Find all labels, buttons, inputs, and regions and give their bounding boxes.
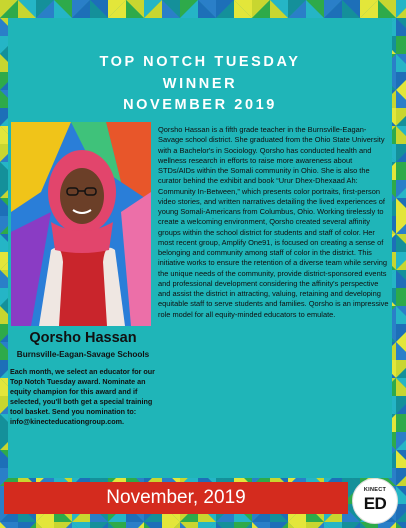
logo-main-text: ED: [363, 494, 387, 513]
footer-date: November, 2019: [106, 487, 246, 508]
title-line-1: TOP NOTCH TUESDAY: [99, 54, 301, 70]
honoree-school: Burnsville-Eagan-Savage Schools: [16, 350, 150, 359]
kinect-ed-logo: [352, 478, 398, 524]
honoree-name: Qorsho Hassan: [29, 330, 137, 346]
honoree-photo: [11, 122, 151, 326]
footer-date-bar: [4, 482, 348, 514]
content-panel: [8, 18, 392, 478]
honoree-bio: Qorsho Hassan is a fifth grade teacher in the Burnsville-Eagan-Savage school district. She graduated from the Ohio State University with a Bachelor's in Sociology. Qorsho has conducted health and wellness research in efforts to raise more awareness about STDs/AIDs within the Somali community in Ohio. She is also the curator behind the exhibit and book “Urur Dhex-Dhexaad Ah: Community In-Between,” which presents color portraits, first-person video stories, and written narratives detailing the lived experiences of young Somali-Americans from Columbus, Ohio. Working tirelessly to create a welcoming environment, Qorsho created several affinity groups within the school district for students and staff of color. Her most recent group, Amplify One91, is focused on creating a sense of belonging and community among staff of color in the district. This initiative works to ensure the retention of a diverse team while serving the unique needs of the community, provide district-sponsored events and professional development considering the affinity's perspective and assist the district in attracting, valuing, retaining and developing equitable staff to serve students and families. Qorsho is an impressive role model for all equity-minded educators to emulate.: [158, 125, 389, 319]
title-line-2: WINNER: [162, 76, 238, 92]
title-line-3: NOVEMBER 2019: [123, 97, 277, 113]
nomination-callout: Each month, we select an educator for our Top Notch Tuesday award. Nominate an equity champion for this award and if selected, you'll both get a special training tool basket. Send you nomination to: info@kinecteducationgroup.com.: [10, 367, 155, 427]
logo-top-text: KINECT: [363, 487, 387, 493]
